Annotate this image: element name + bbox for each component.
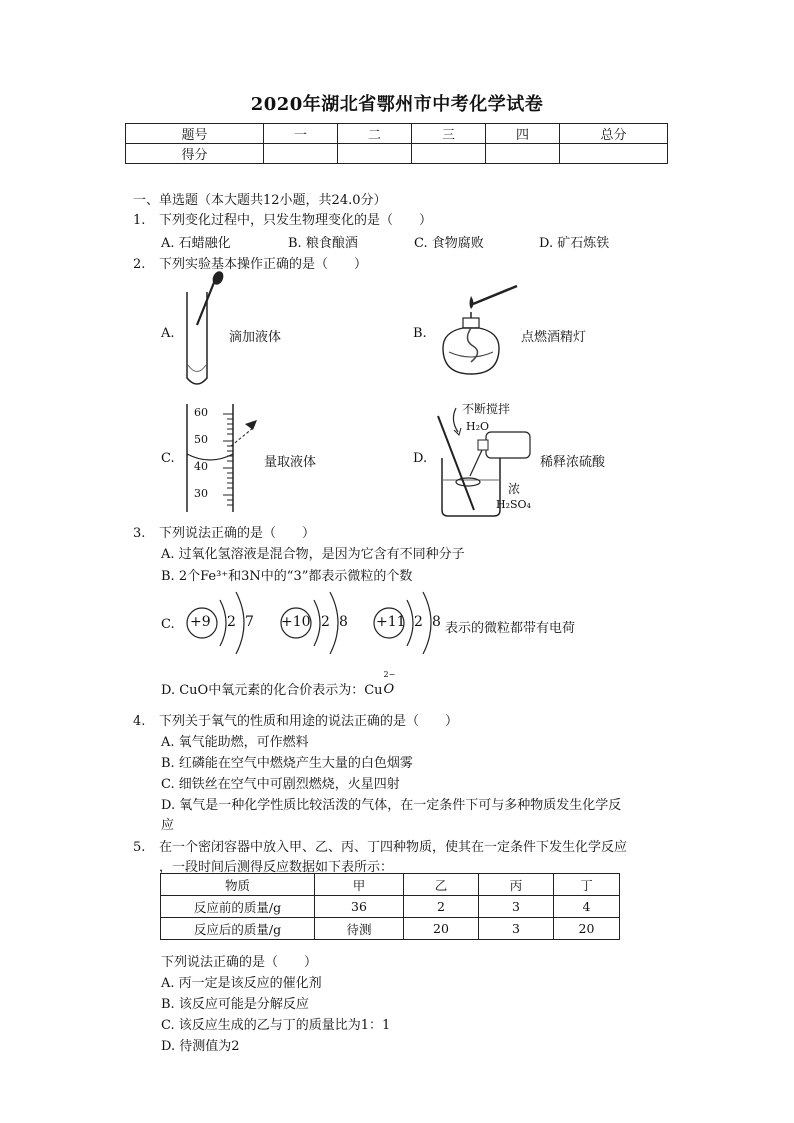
score-header-cell: 总分	[560, 124, 668, 144]
score-cell[interactable]	[412, 144, 486, 164]
question-1	[133, 209, 432, 228]
score-header-cell: 题号	[126, 124, 264, 144]
table-cell: 36	[315, 896, 404, 918]
score-row-label: 得分	[126, 144, 264, 164]
formula-oxygen	[383, 670, 397, 697]
formula-valence: 2−	[383, 670, 396, 679]
table-row	[161, 918, 620, 940]
cylinder-tick-60: 60	[194, 406, 208, 419]
q4-option-a: A. 氧气能助燃，可作燃料	[161, 735, 309, 750]
table-header-cell: 乙	[404, 874, 479, 896]
figure-text-h2so4: H₂SO₄	[496, 498, 531, 511]
question-3	[133, 522, 315, 541]
figure-text-stirring: 不断搅拌	[462, 402, 511, 416]
table-cell: 3	[479, 918, 554, 940]
atom-1-nucleus: +9	[190, 614, 211, 630]
section-heading: 一、单选题（本大题共12小题，共24.0分）	[133, 193, 387, 208]
table-header-cell: 甲	[315, 874, 404, 896]
question-number: 1.	[133, 213, 146, 228]
score-cell[interactable]	[338, 144, 412, 164]
q2-option-b-letter: B.	[413, 326, 427, 341]
reaction-data-table	[160, 873, 620, 940]
score-cell[interactable]	[560, 144, 668, 164]
q5-after-stem: 下列说法正确的是（ ）	[161, 955, 318, 970]
q1-option-a: A. 石蜡融化	[161, 236, 231, 251]
question-4	[133, 710, 458, 729]
q4-option-d-cont: 应	[161, 818, 175, 833]
score-header-cell: 二	[338, 124, 412, 144]
table-header-cell: 丙	[479, 874, 554, 896]
q2-option-a-letter: A.	[161, 326, 175, 341]
atom-2-shell-1: 2	[321, 614, 330, 630]
q1-option-b: B. 粮食酿酒	[288, 236, 358, 251]
page-title: 2020年湖北省鄂州市中考化学试卷	[250, 94, 544, 115]
q3-option-b: B. 2个Fe³⁺和3N中的“3”都表示微粒的个数	[161, 569, 413, 584]
q3-option-c-tail: 表示的微粒都带有电荷	[445, 621, 576, 636]
q4-option-d: D. 氧气是一种化学性质比较活泼的气体，在一定条件下可与多种物质发生化学反	[161, 798, 622, 813]
table-cell: 3	[479, 896, 554, 918]
table-cell: 20	[404, 918, 479, 940]
cylinder-tick-50: 50	[194, 433, 208, 446]
question-5-cont: ，一段时间后测得反应数据如下表所示：	[159, 860, 394, 875]
alcohol-lamp-figure	[435, 282, 525, 382]
question-number: 4.	[133, 714, 146, 729]
table-row	[161, 896, 620, 918]
q2-option-d-label: 稀释浓硫酸	[540, 455, 606, 470]
table-cell: 20	[554, 918, 620, 940]
q3-option-a: A. 过氧化氢溶液是混合物，是因为它含有不同种分子	[161, 547, 465, 562]
atom-3-nucleus: +11	[376, 614, 406, 630]
q5-option-b: B. 该反应可能是分解反应	[161, 997, 309, 1012]
question-2	[133, 253, 367, 272]
score-table	[125, 123, 668, 164]
atom-3-shell-1: 2	[414, 614, 423, 630]
dropper-test-tube-figure	[175, 270, 235, 390]
question-stem: 在一个密闭容器中放入甲、乙、丙、丁四种物质，使其在一定条件下发生化学反应	[159, 840, 628, 855]
q2-option-a-label: 滴加液体	[229, 330, 282, 345]
q2-option-d-letter: D.	[413, 451, 428, 466]
q5-option-a: A. 丙一定是该反应的催化剂	[161, 976, 322, 991]
table-cell: 待测	[315, 918, 404, 940]
q3-option-c-letter: C.	[161, 617, 175, 632]
score-header-cell: 四	[486, 124, 560, 144]
q5-option-c: C. 该反应生成的乙与丁的质量比为1：1	[161, 1018, 391, 1033]
question-stem: 下列变化过程中，只发生物理变化的是（ ）	[159, 213, 433, 228]
score-cell[interactable]	[264, 144, 338, 164]
atom-1-shell-1: 2	[227, 614, 236, 630]
question-stem: 下列说法正确的是（ ）	[159, 526, 316, 541]
q2-option-c-label: 量取液体	[264, 455, 317, 470]
question-stem: 下列关于氧气的性质和用途的说法正确的是（ ）	[159, 714, 459, 729]
table-header-row	[161, 874, 620, 896]
figure-text-water: H₂O	[466, 420, 490, 433]
q1-option-d: D. 矿石炼铁	[539, 236, 610, 251]
question-number: 5.	[133, 840, 146, 855]
graduated-cylinder-figure	[175, 400, 265, 515]
score-header-cell: 一	[264, 124, 338, 144]
question-number: 2.	[133, 257, 146, 272]
table-cell: 4	[554, 896, 620, 918]
table-cell: 反应前的质量/g	[161, 896, 315, 918]
table-cell: 2	[404, 896, 479, 918]
q4-option-c: C. 细铁丝在空气中可剧烈燃烧，火星四射	[161, 777, 400, 792]
q3-option-d	[161, 670, 397, 698]
figure-text-concentrated: 浓	[508, 482, 521, 496]
question-stem: 下列实验基本操作正确的是（ ）	[159, 257, 368, 272]
q5-option-d: D. 待测值为2	[161, 1039, 240, 1054]
q1-option-c: C. 食物腐败	[414, 236, 484, 251]
score-header-row	[126, 124, 668, 144]
score-header-cell: 三	[412, 124, 486, 144]
q3-option-d-text: D. CuO中氧元素的化合价表示为：	[161, 683, 365, 698]
table-header-cell: 物质	[161, 874, 315, 896]
score-cell[interactable]	[486, 144, 560, 164]
atom-2-shell-2: 8	[339, 614, 348, 630]
score-row	[126, 144, 668, 164]
question-5	[133, 836, 627, 855]
atom-3-shell-2: 8	[432, 614, 441, 630]
formula-o: O	[383, 682, 395, 697]
atom-1-shell-2: 7	[245, 614, 254, 630]
table-cell: 反应后的质量/g	[161, 918, 315, 940]
q2-option-b-label: 点燃酒精灯	[521, 330, 587, 345]
table-header-cell: 丁	[554, 874, 620, 896]
question-number: 3.	[133, 526, 146, 541]
q2-option-c-letter: C.	[161, 451, 175, 466]
formula-cu: Cu	[364, 683, 383, 698]
cylinder-tick-30: 30	[194, 487, 208, 500]
cylinder-tick-40: 40	[194, 460, 208, 473]
q4-option-b: B. 红磷能在空气中燃烧产生大量的白色烟雾	[161, 756, 413, 771]
atom-2-nucleus: +10	[281, 614, 311, 630]
